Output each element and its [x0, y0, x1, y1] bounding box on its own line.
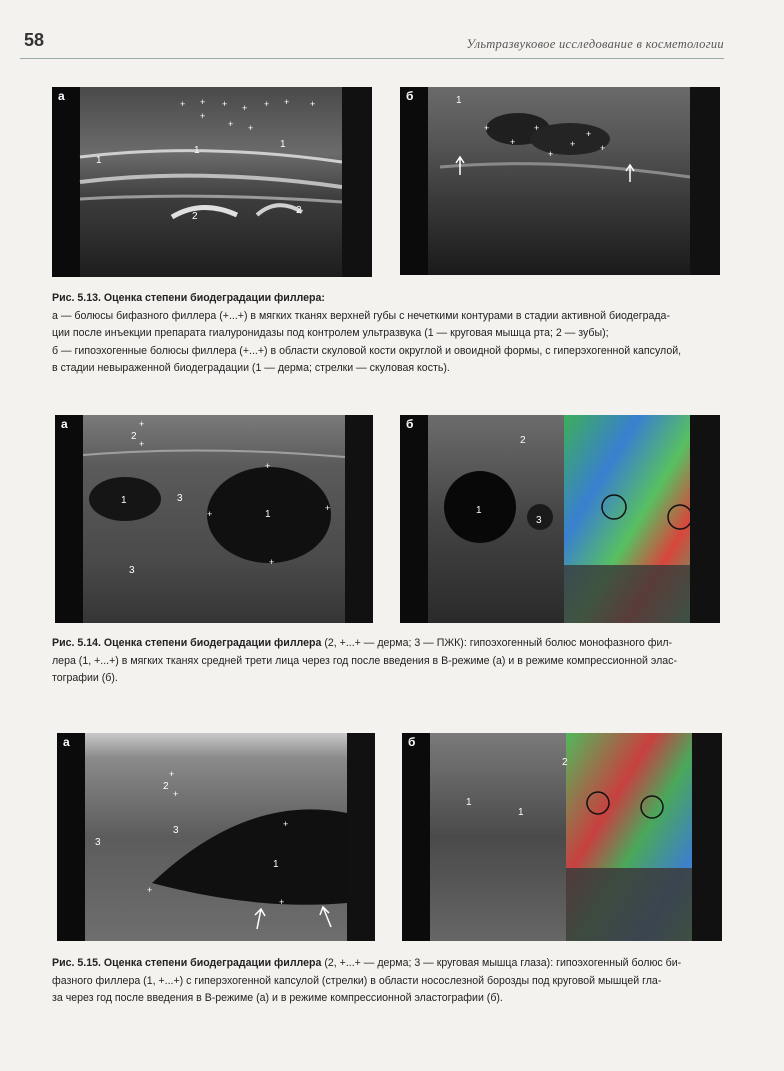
caliper-marker: + — [242, 103, 248, 113]
caliper-marker: + — [248, 123, 254, 133]
caption-line: лера (1, +...+) в мягких тканях средней трети лица через год после введения в В-режиме (а) и в режиме компрессионной элас- — [52, 654, 677, 667]
caliper-marker: + — [269, 557, 275, 567]
caliper-marker: + — [222, 99, 228, 109]
figure-5-15-image-b — [402, 733, 722, 941]
caliper-marker: + — [586, 129, 592, 139]
caliper-marker: + — [600, 143, 606, 153]
panel-letter-b: б — [408, 735, 416, 749]
caliper-marker: + — [284, 97, 290, 107]
caliper-marker: + — [139, 419, 145, 429]
running-title: Ультразвуковое исследование в косметологии — [466, 37, 724, 51]
caliper-marker: + — [510, 137, 516, 147]
annotation-label: 1 — [456, 95, 462, 106]
caliper-marker: + — [200, 111, 206, 121]
annotation-label: 1 — [96, 155, 102, 166]
annotation-label: 1 — [518, 807, 524, 818]
caption-line: а — болюсы бифазного филлера (+...+) в мягких тканях верхней губы с нечеткими контурами в стадии активной биодеграда- — [52, 309, 670, 322]
caliper-marker: + — [180, 99, 186, 109]
annotation-label: 2 — [520, 435, 526, 446]
figure-5-14-image-a — [55, 415, 373, 623]
caliper-marker: + — [484, 123, 490, 133]
annotation-label: 3 — [173, 825, 179, 836]
panel-letter-a: а — [63, 735, 70, 749]
caliper-marker: + — [548, 149, 554, 159]
caliper-marker: + — [264, 99, 270, 109]
caption-line: за через год после введения в В-режиме (а) и в режиме компрессионной эластографии (б). — [52, 992, 503, 1004]
annotation-label: 2 — [163, 781, 169, 792]
annotation-label: 2 — [192, 211, 198, 222]
annotation-label: 2 — [296, 205, 302, 216]
panel-letter-b: б — [406, 417, 414, 431]
annotation-label: 3 — [536, 515, 542, 526]
caliper-marker: + — [228, 119, 234, 129]
caliper-marker: + — [200, 97, 206, 107]
figure-title: Рис. 5.14. Оценка степени биодеградации филлера — [52, 637, 322, 649]
annotation-label: 3 — [177, 493, 183, 504]
caliper-marker: + — [169, 769, 175, 779]
annotation-label: 2 — [562, 757, 568, 768]
annotation-label: 1 — [476, 505, 482, 516]
caliper-marker: + — [570, 139, 576, 149]
annotation-label: 3 — [95, 837, 101, 848]
panel-letter-a: а — [58, 89, 65, 103]
annotation-label: 3 — [129, 565, 135, 576]
annotation-label: 1 — [265, 509, 271, 520]
header-rule — [20, 58, 724, 59]
caption-line: (2, +...+ — дерма; 3 — круговая мышца глаза): гипоэхогенный болюс би- — [321, 957, 682, 969]
annotation-label: 1 — [194, 145, 200, 156]
caliper-marker: + — [279, 897, 285, 907]
caption-line: фазного филлера (1, +...+) с гиперэхогенной капсулой (стрелки) в области носослезной борозды под круговой мышцей гла- — [52, 974, 662, 987]
figure-5-13-image-b — [400, 87, 720, 275]
caliper-marker: + — [534, 123, 540, 133]
caliper-marker: + — [265, 461, 271, 471]
figure-5-15-caption — [52, 955, 728, 1008]
panel-letter-a: а — [61, 417, 68, 431]
caliper-marker: + — [325, 503, 331, 513]
figure-5-14-image-b — [400, 415, 720, 623]
caliper-marker: + — [283, 819, 289, 829]
caliper-marker: + — [173, 789, 179, 799]
caption-line: (2, +...+ — дерма; 3 — ПЖК): гипоэхогенный болюс монофазного фил- — [321, 637, 673, 649]
caption-line: б — гипоэхогенные болюсы филлера (+...+) в области скуловой кости округлой и овоидной формы, с гиперэхогенной капсулой, — [52, 344, 682, 357]
caliper-marker: + — [147, 885, 153, 895]
annotation-label: 1 — [121, 495, 127, 506]
figure-5-15-image-a — [57, 733, 375, 941]
panel-letter-b: б — [406, 89, 414, 103]
caption-line: ции после инъекции препарата гиалуронидазы под контролем ультразвука (1 — круговая мышца рта; 2 — зубы); — [52, 327, 609, 339]
figure-5-13-image-a — [52, 87, 372, 277]
figure-5-13-caption — [52, 290, 728, 378]
annotation-label: 2 — [131, 431, 137, 442]
caliper-marker: + — [207, 509, 213, 519]
figure-title: Рис. 5.13. Оценка степени биодеградации филлера: — [52, 292, 325, 304]
figure-5-14-caption — [52, 635, 728, 688]
caption-line: тографии (б). — [52, 672, 118, 684]
caliper-marker: + — [310, 99, 316, 109]
caption-line: в стадии невыраженной биодеградации (1 — дерма; стрелки — скуловая кость). — [52, 362, 450, 374]
page-number: 58 — [24, 30, 45, 50]
annotation-label: 1 — [273, 859, 279, 870]
annotation-label: 1 — [466, 797, 472, 808]
caliper-marker: + — [139, 439, 145, 449]
annotation-label: 1 — [280, 139, 286, 150]
figure-title: Рис. 5.15. Оценка степени биодеградации филлера — [52, 957, 322, 969]
